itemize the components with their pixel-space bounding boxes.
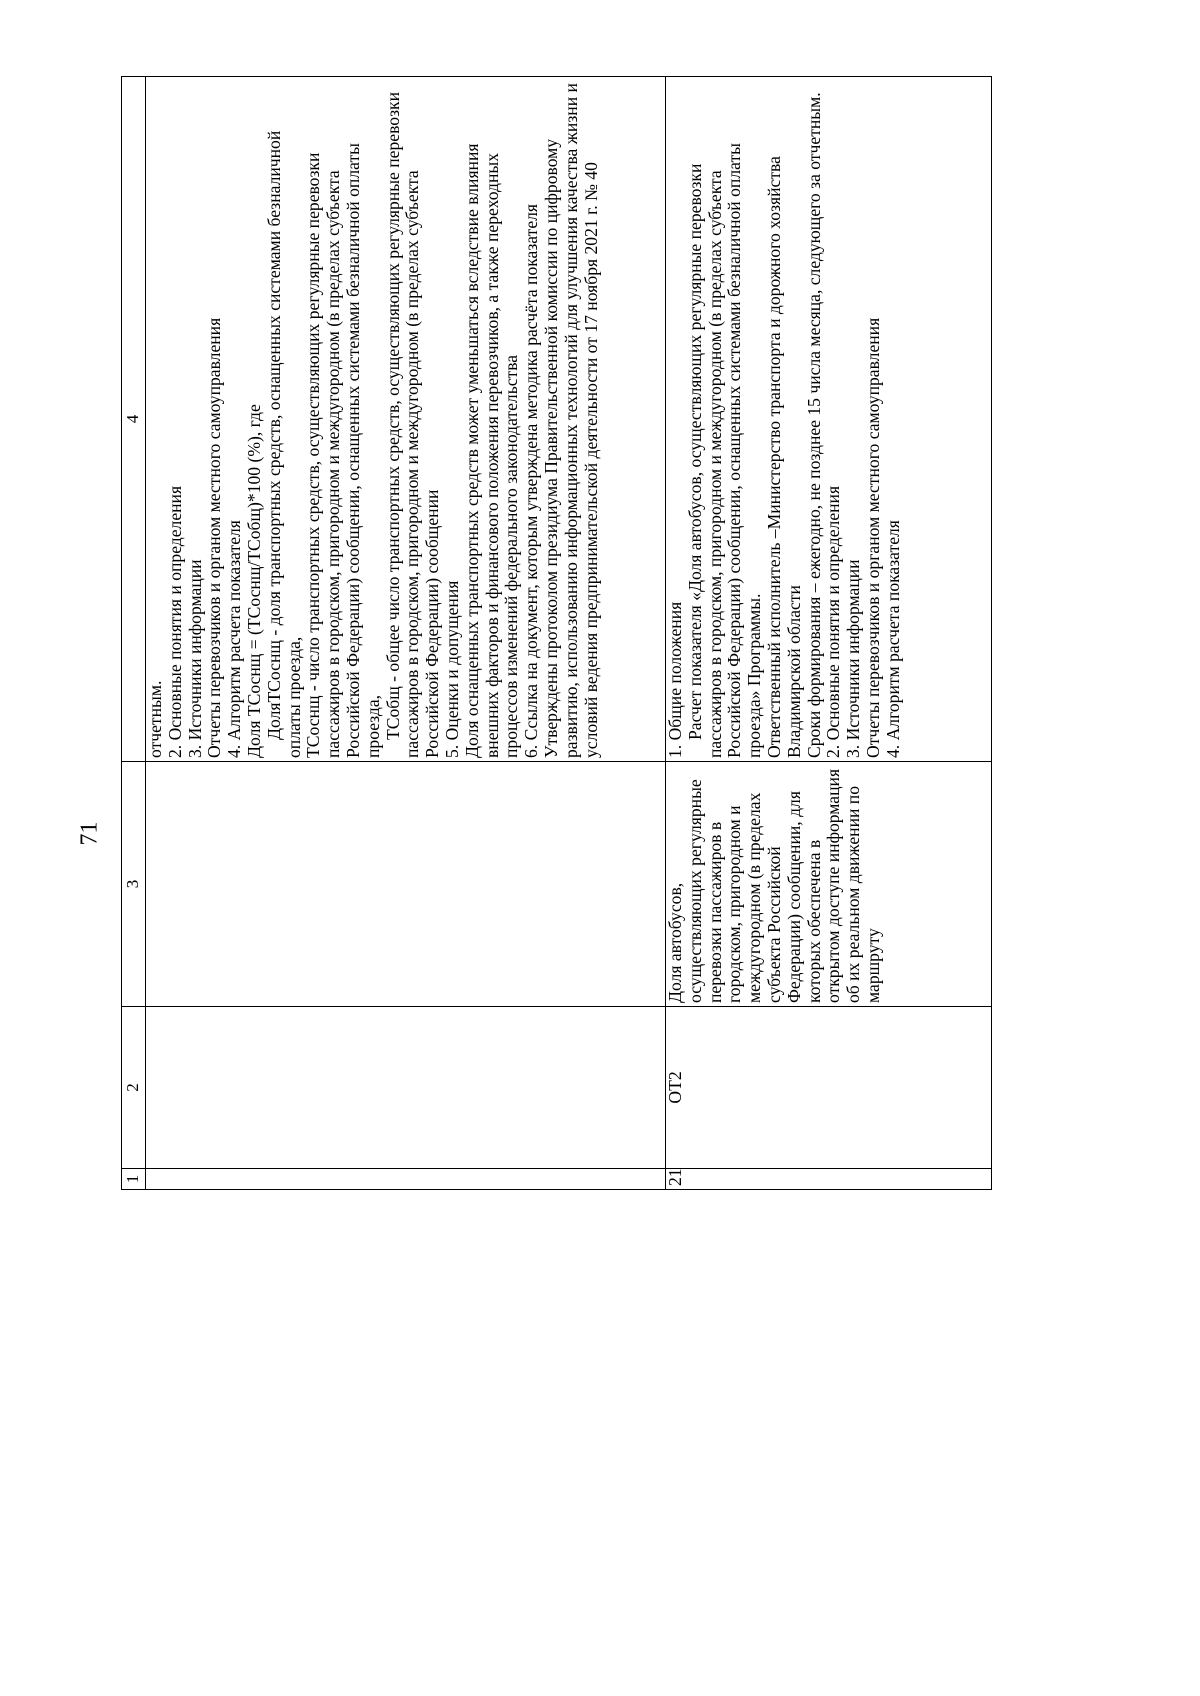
cell-methodology <box>146 77 666 762</box>
rotated-table-container <box>121 77 1139 1190</box>
header-col-2: 2 <box>122 1007 146 1169</box>
header-col-3: 3 <box>122 762 146 1007</box>
indicator-table <box>121 76 992 1190</box>
header-row <box>122 77 146 1190</box>
text-line: 5. Оценки и допущения <box>441 580 462 758</box>
formula-line: Доля ТСоснщ = (ТСоснщ/ТСобщ)*100 (%), где <box>243 404 264 758</box>
text-line: 3. Источники информации <box>843 559 864 758</box>
text-line: Ответственный исполнитель –Министерство транспорта и дорожного хозяйства Владимирской области <box>763 156 804 758</box>
text-line: 6. Ссылка на документ, которым утверждена методика расчёта показателя <box>521 203 542 758</box>
text-line: Расчет показателя «Доля автобусов, осуществляющих регулярные перевозки пассажиров в городском, пригородном и междугородном (в пределах субъекта Российской Федерации) сообщении, оснащенных системами безналичной оплаты проезда» Программы. <box>684 143 765 758</box>
text-line: Доля оснащенных транспортных средств может уменьшаться вследствие влияния внешних факторов и финансового положения перевозчиков, а также переходных процессов изменений федерального законодательства <box>461 143 522 758</box>
definition-line: ТСобщ - общее число транспортных средств, осуществляющих регулярные перевозки пассажиров в городском, пригородном и междугородном (в пределах субъекта Российской Федерации) сообщении <box>382 92 443 758</box>
text-line: 1. Общие положения <box>665 601 685 758</box>
text-line: Отчеты перевозчиков и органом местного самоуправления <box>862 317 883 758</box>
text-line: Отчеты перевозчиков и органом местного самоуправления <box>204 317 225 758</box>
cell-col-1 <box>146 1169 666 1190</box>
table-row-21 <box>666 77 992 1190</box>
text-line: 2. Основные понятия и определения <box>823 485 844 758</box>
text-line: 4. Алгоритм расчета показателя <box>224 520 245 758</box>
header-col-4: 4 <box>122 77 146 762</box>
cell-col-3 <box>146 762 666 1007</box>
text-line: 3. Источники информации <box>184 559 205 758</box>
cell-methodology <box>666 77 992 762</box>
text-line: Утверждены протоколом президиума Правительственной комиссии по цифровому развитию, использованию информационных технологий для улучшения качества жизни и условий ведения предпринимательской деятельности от 17 ноября 2021 г. № 40 <box>540 83 601 758</box>
definition-line: ТСоснщ - число транспортных средств, осуществляющих регулярные перевозки пассажиров в городском, пригородном и междугородном (в пределах субъекта Российской Федерации) сообщении, оснащенных системами безналичной оплаты проезда, <box>303 143 383 758</box>
page-number: 71 <box>76 821 103 846</box>
header-col-1: 1 <box>122 1169 146 1190</box>
text-line: 2. Основные понятия и определения <box>164 485 185 758</box>
text-line: Сроки формирования – ежегодно, не позднее 15 числа месяца, следующего за отчетным. <box>803 92 824 758</box>
text-line: 4. Алгоритм расчета показателя <box>882 520 903 758</box>
row-number: 21 <box>666 1169 992 1190</box>
indicator-code: ОТ2 <box>666 1007 992 1169</box>
indicator-name: Доля автобусов, осуществляющих регулярные перевозки пассажиров в городском, пригородном и междугородном (в пределах субъекта Российской Федерации) сообщении, для которых обеспечена в открытом доступе информация об их реальном движении по маршруту <box>666 762 992 1007</box>
cell-col-2 <box>146 1007 666 1169</box>
table-row-continued <box>146 77 666 1190</box>
text-line: отчетным. <box>145 680 165 758</box>
definition-line: ДоляТСоснщ - доля транспортных средств, оснащенных системами безналичной оплаты проезда, <box>263 130 304 758</box>
